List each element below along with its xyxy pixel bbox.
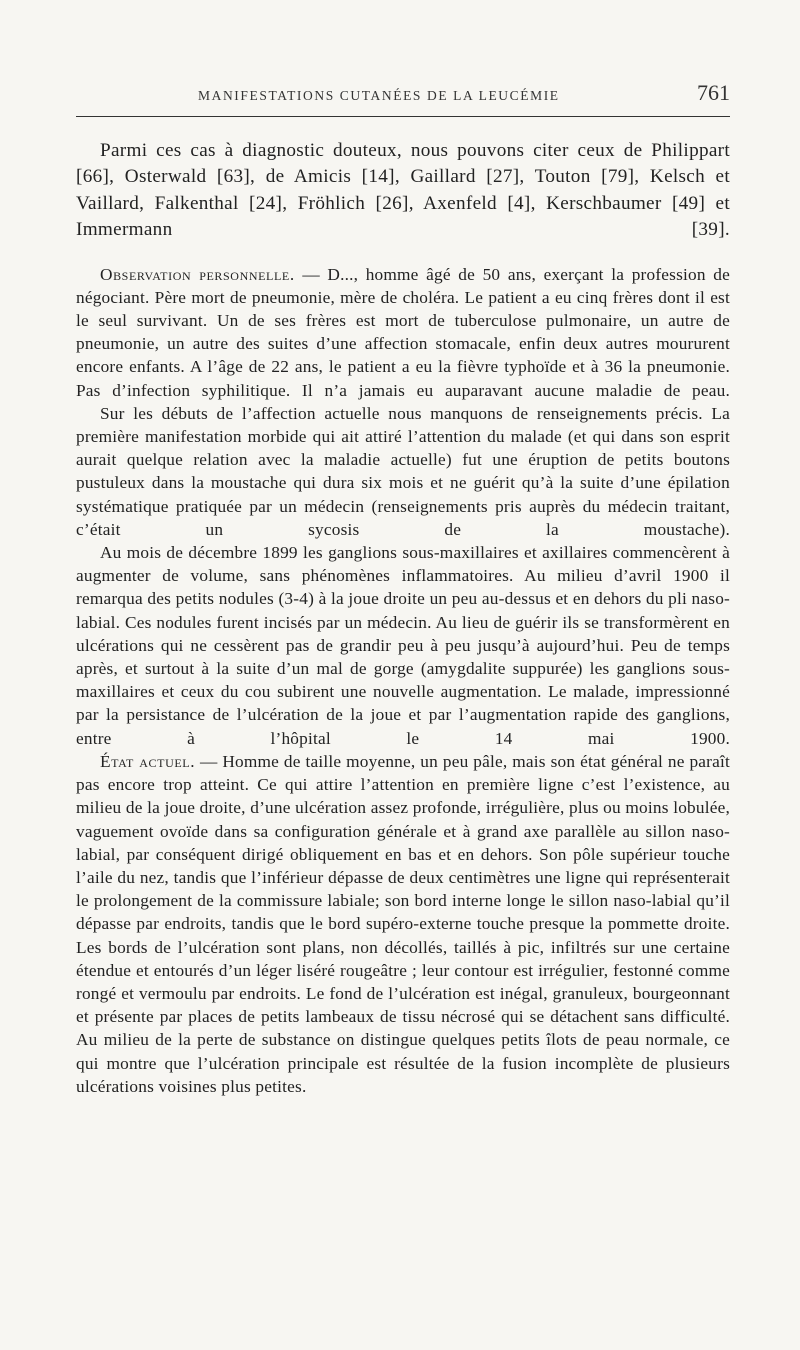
paragraph-text: Parmi ces cas à diagnostic douteux, nous pouvons citer ceux de Philippart [66], Osterwald [63], de Amicis [14], Gaillard [27], Touton [79], Kelsch et Vaillard, Falkenthal [24], Fröhlich [26], Axenfeld [4], Kerschbaumer [49] et Immermann [39].: [76, 140, 730, 241]
running-title: MANIFESTATIONS CUTANÉES DE LA LEUCÉMIE: [198, 88, 560, 103]
paragraph-text: — D..., homme âgé de 50 ans, exerçant la profession de négociant. Père mort de pneumonie, mère de choléra. Le patient a eu cinq frères dont il est le seul survivant. Un de ses frères est mort de tuberculose pulmonaire, un autre de pneumonie, un autre des suites d’une affection stomacale, enfin deux autres moururent encore enfants. A l’âge de 22 ans, le patient a eu la fièvre typhoïde et à 36 la pneumonie. Pas d’infection syphilitique. Il n’a jamais eu auparavant aucune maladie de peau.: [76, 264, 730, 400]
paragraph-text: Sur les débuts de l’affection actuelle nous manquons de renseignements précis. La première manifestation morbide qui ait attiré l’attention du malade (et qui dans son esprit aurait quelque relation avec la maladie actuelle) fut une éruption de petits boutons pustuleux dans la moustache qui dura six mois et ne guérit qu’à la suite d’une épilation systématique pratiquée par un médecin (renseignements pris auprès du médecin traitant, c’était un sycosis de la moustache).: [76, 403, 730, 539]
paragraph-intro-citations: [76, 138, 730, 244]
body-text: [76, 138, 730, 1098]
paragraph-text: Au mois de décembre 1899 les ganglions sous-maxillaires et axillaires commencèrent à augmenter de volume, sans phénomènes inflammatoires. Au milieu d’avril 1900 il remarqua des petits nodules (3-4) à la joue droite un peu au-dessus et en dehors du pli naso-labial. Ces nodules furent incisés par un médecin. Au lieu de guérir ils se transformèrent en ulcérations qui ne cessèrent pas de grandir peu à peu jusqu’à aujourd’hui. Peu de temps après, et surtout à la suite d’un mal de gorge (amygdalite suppurée) les ganglions sous-maxillaires et ceux du cou subirent une nouvelle augmentation. Le malade, impressionné par la persistance de l’ulcération de la joue et par l’augmentation rapide des ganglions, entre à l’hôpital le 14 mai 1900.: [76, 543, 730, 748]
running-head: [76, 80, 730, 108]
paragraph-observation: [76, 263, 730, 402]
paragraph-progression: [76, 541, 730, 750]
page-number: 761: [697, 80, 730, 105]
section-lead-observation: Observation personnelle.: [100, 264, 295, 284]
paragraph-text: — Homme de taille moyenne, un peu pâle, mais son état général ne paraît pas encore trop atteint. Ce qui attire l’attention en première ligne c’est l’existence, au milieu de la joue droite, d’une ulcération assez profonde, irrégulière, plus ou moins lobulée, vaguement ovoïde dans sa configuration générale et à grand axe parallèle au sillon naso-labial, par conséquent dirigé obliquement en bas et en dehors. Son pôle supérieur touche l’aile du nez, tandis que l’inférieur dépasse de deux centimètres une ligne qui représenterait le prolongement de la commissure labiale; son bord interne longe le sillon naso-labial qu’il dépasse par endroits, tandis que le bord supéro-externe touche presque la pommette droite. Les bords de l’ulcération sont plans, non décollés, taillés à pic, infiltrés sur une certaine étendue et entourés d’un léger liséré rougeâtre ; leur contour est irrégulier, festonné comme rongé et vermoulu par endroits. Le fond de l’ulcération est inégal, granuleux, bourgeonnant et présente par places de petits lambeaux de tissu nécrosé qui se détachent sans difficulté. Au milieu de la perte de substance on distingue quelques petits îlots de peau normale, ce qui montre que l’ulcération principale est résultée de la fusion incomplète de plusieurs ulcérations voisines plus petites.: [76, 751, 730, 1096]
section-lead-current-state: État actuel.: [100, 751, 196, 771]
paragraph-onset: [76, 402, 730, 541]
paragraph-current-state: [76, 750, 730, 1098]
header-rule: [76, 116, 730, 117]
